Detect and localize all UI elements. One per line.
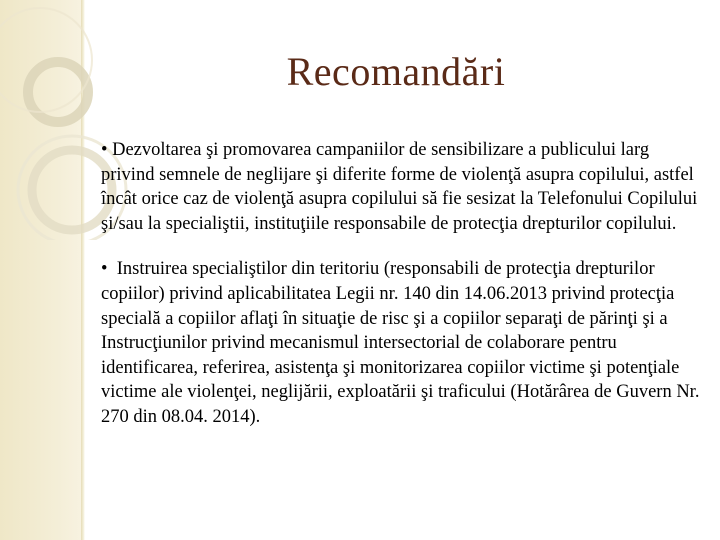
slide-title: Recomandări xyxy=(286,49,506,94)
bullet-item-2 xyxy=(101,257,701,429)
bullet-text: Instruirea specialiştilor din teritoriu (responsabili de protecţia drepturilor copiilor) privind aplicabilitatea Legii nr. 140 din 14.06.2013 privind protecţia specială a copiilor aflaţi în situaţie de risc şi a copiilor separaţi de părinţi şi a Instrucţiunilor privind mecanismul intersectorial de colaborare pentru identificarea, referirea, asistenţa şi monitorizarea copiilor victime şi potenţiale victime ale violenţei, neglijării, exploatării şi traficului (Hotărârea de Guvern Nr. 270 din 08.04. 2014). xyxy=(101,259,700,427)
bullet-text: Dezvoltarea şi promovarea campaniilor de sensibilizare a publicului larg privind semnele de neglijare şi diferite forme de violenţă asupra copilului, astfel încât orice caz de violenţă asupra copilului să fie sesizat la Telefonului Copilului şi/sau la specialiştii, instituţiile responsabile de protecţia drepturilor copilului. xyxy=(101,140,698,234)
bullet-item-1 xyxy=(101,138,701,236)
slide-body xyxy=(101,138,701,430)
bullet-marker: • xyxy=(101,259,108,280)
bullet-marker: • xyxy=(101,140,108,160)
